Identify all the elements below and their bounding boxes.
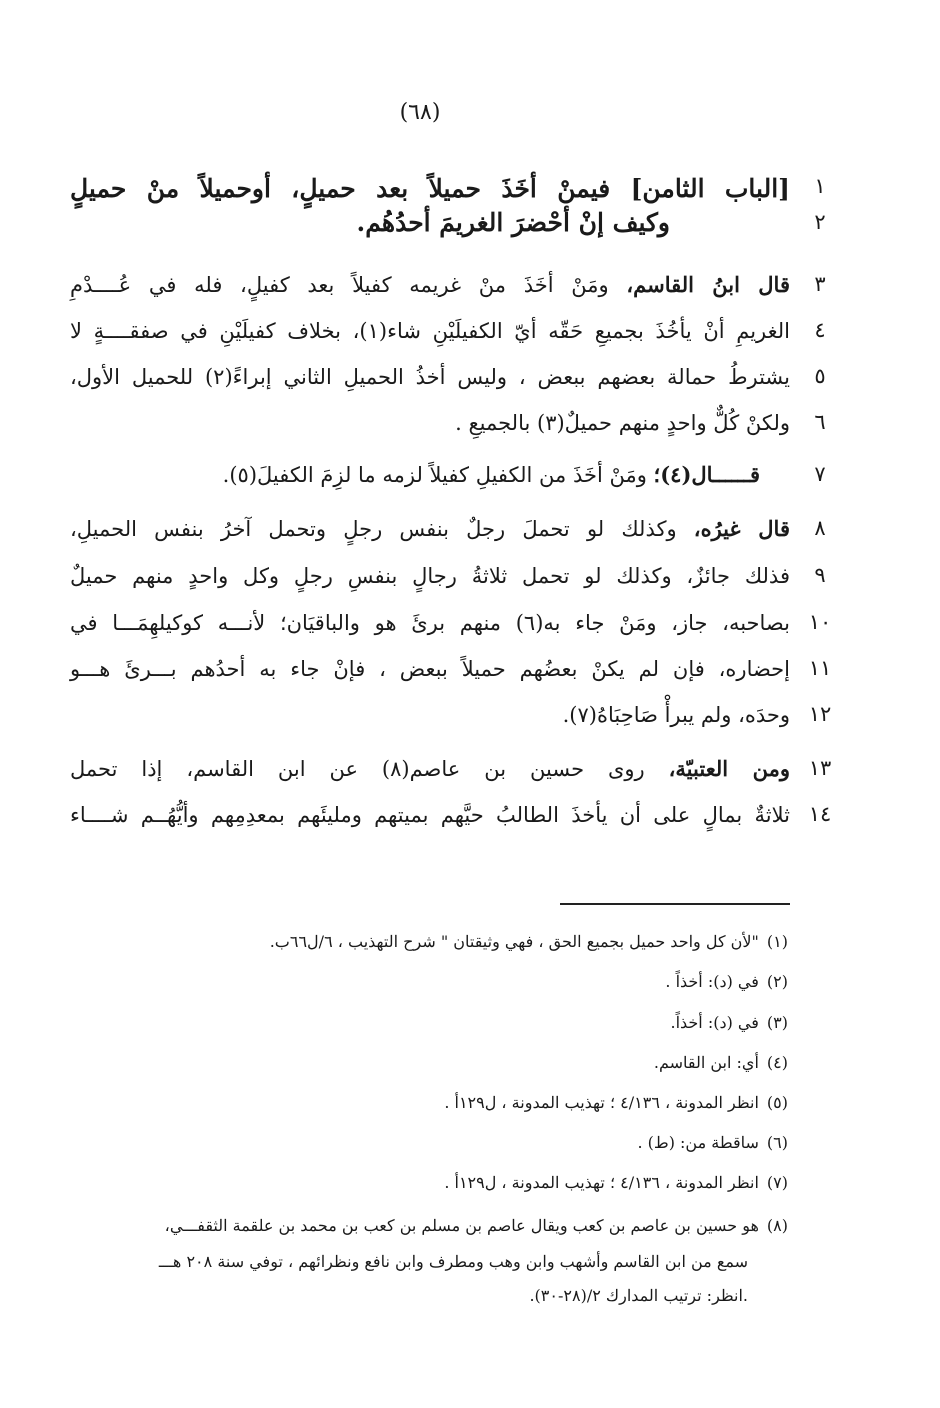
footnote-text: في (د): أخذاً . [665, 972, 759, 991]
footnote-continuation: سمع من ابن القاسم وأشهب وابن وهب ومطرف وابن نافع ونظرائهم ، توفي سنة ٢٠٨ هـــ [158, 1252, 748, 1271]
footnote-text: انظر المدونة ، ٤/١٣٦ ؛ تهذيب المدونة ، ل١٢٩أ . [444, 1173, 759, 1192]
footnote [120, 1051, 788, 1075]
footnote-number: (٣) [766, 1013, 788, 1032]
footnote [120, 1131, 788, 1155]
text-line [70, 754, 790, 790]
footnote [120, 1011, 788, 1035]
footnote-number: (١) [766, 932, 788, 951]
text-line [70, 460, 760, 496]
line-number: ٦ [814, 410, 826, 434]
footnote-text: انظر المدونة ، ٤/١٣٦ ؛ تهذيب المدونة ، ل١٢٩أ . [444, 1093, 759, 1112]
footnote [80, 930, 788, 954]
line-number: ٢ [814, 210, 826, 234]
footnote [120, 970, 788, 994]
text-line: وحدَه، ولم يبرأْ صَاحِبَاهُ(٧). [562, 703, 790, 727]
line-text: وكذلك لو تحملَ رجلٌ بنفس رجلٍ وتحمل آخرُ بنفس الحميلِ، [70, 517, 694, 541]
line-number: ١١ [808, 656, 832, 680]
footnote-number: (٤) [766, 1053, 788, 1072]
footnote-number: (٦) [766, 1133, 788, 1152]
text-line: يشترطُ حمالة بعضهم ببعض ، وليس أخذُ الحميلِ الثاني إبراءً(٢) للحميل الأول، [70, 365, 790, 389]
text-line: الغريمِ أنْ يأخُذَ بجميعِ حَقّه أيّ الكفيلَيْنِ شاء(١)، بخلاف كفيلَيْنِ في صفقــــةٍ لا [70, 319, 790, 343]
footnote-text: أي: ابن القاسم. [653, 1053, 759, 1072]
page-number: (٦٨) [399, 100, 441, 125]
footnote [120, 1091, 788, 1115]
footnote-divider [560, 903, 790, 905]
footnote-continuation: .انظر: ترتيب المدارك ٢/(٢٨-٣٠). [529, 1286, 748, 1305]
line-number: ٥ [814, 364, 826, 388]
footnote-text: ساقطة من: (ط) . [637, 1133, 759, 1152]
line-number: ١ [814, 174, 826, 198]
line-number: ١٢ [808, 702, 832, 726]
footnote-number: (٨) [766, 1216, 788, 1235]
footnote-text: هو حسين بن عاصم بن كعب ويقال عاصم بن مسلم بن كعب بن محمد بن علقمة الثقفـــي، [164, 1216, 759, 1235]
line-number: ٨ [814, 516, 826, 540]
line-text: روى حسين بن عاصم(٨) عن ابن القاسم، إذا تحمل [70, 757, 669, 781]
text-line [70, 514, 790, 550]
speaker-lead: قال غيرُه، [693, 516, 790, 541]
footnote [80, 1214, 788, 1238]
speaker-lead: ومن العتبيّة، [668, 756, 790, 781]
footnote-number: (٢) [766, 972, 788, 991]
line-number: ١٣ [808, 756, 832, 780]
text-line: ثلاثةٌ بمالٍ على أن يأخذَ الطالبُ حيَّهم بميتهم ومليئَهم بمعدِمِهم وأيُّهُــم شــــاء [70, 803, 790, 827]
line-number: ١٠ [808, 610, 832, 634]
line-text: ومَنْ أخَذَ منْ غريمه كفيلاً بعد كفيلٍ، فله في عُــــدْمِ [70, 273, 627, 297]
line-number: ٩ [814, 563, 826, 587]
line-number: ٧ [814, 462, 826, 486]
footnote-text: في (د): أخذاً. [670, 1013, 759, 1032]
chapter-title: [الباب الثامن] فيمنْ أخَذَ حميلاً بعد حميلٍ، أوحميلاً منْ حميلٍ [70, 174, 790, 203]
text-line: فذلك جائزٌ، وكذلك لو تحمل ثلاثةُ رجالٍ بنفسِ رجلٍ وكل واحدٍ منهم حميلٌ [70, 564, 790, 588]
chapter-title-continued: وكيف إنْ أحْضرَ الغريمَ أحدُهُم. [356, 208, 670, 237]
text-line [70, 270, 790, 306]
footnote-number: (٧) [766, 1173, 788, 1192]
text-line: بصاحبه، جاز، ومَنْ جاء به(٦) منهم برئَ هو والباقيَان؛ لأنـــه كوكيلهِمَـــا في [70, 611, 790, 635]
text-line: ولكنْ كُلٌّ واحدٍ منهم حميلٌ(٣) بالجميعِ . [455, 411, 790, 435]
text-line: إحضاره، فإن لم يكنْ بعضُهم حميلاً ببعض ، فإنْ جاء به أحدُهم بـــرئَ هـــو [70, 657, 790, 681]
line-text: ومَنْ أخَذَ من الكفيلِ كفيلاً لزمه ما لزِمَ الكفيلَ(٥). [222, 463, 654, 487]
speaker-lead: قــــــال(٤)؛ [653, 462, 760, 487]
footnote-number: (٥) [766, 1093, 788, 1112]
line-number: ١٤ [808, 802, 832, 826]
line-number: ٣ [814, 272, 826, 296]
footnote [120, 1171, 788, 1195]
line-number: ٤ [814, 318, 826, 342]
speaker-lead: قال ابنُ القاسم، [626, 272, 790, 297]
footnote-text: "لأن كل واحد حميل بجميع الحق ، فهي وثيقتان " شرح التهذيب ، ٦/ل٦٦ب. [269, 932, 759, 951]
